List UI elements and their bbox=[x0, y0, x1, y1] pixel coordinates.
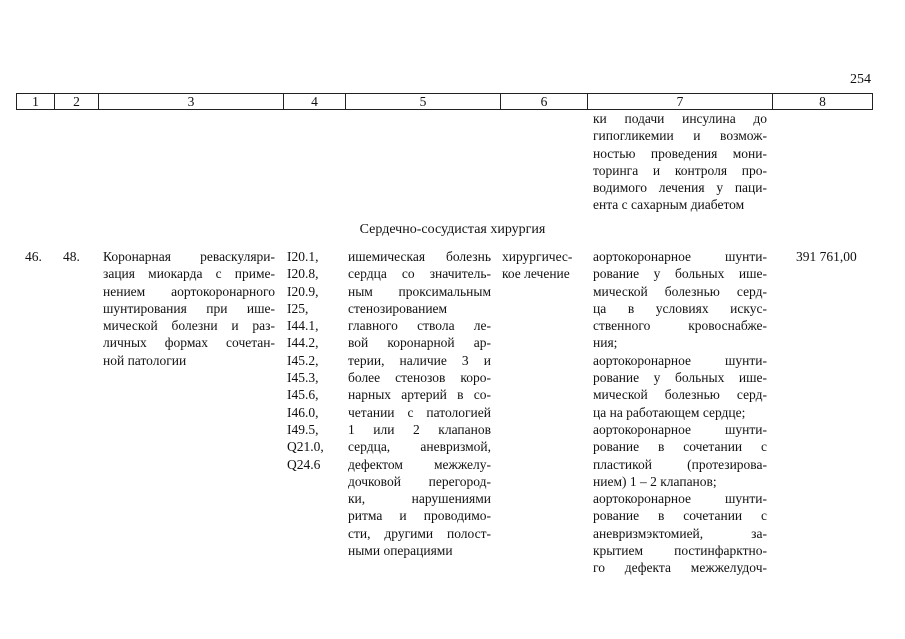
price: 391 761,00 bbox=[796, 249, 857, 264]
text-line: крытием постинфарктно- bbox=[593, 543, 767, 559]
text-line: аортокоронарное шунти- bbox=[593, 352, 767, 368]
text-line: ки подачи инсулина до bbox=[593, 111, 767, 126]
text-line: аортокоронарное шунти- bbox=[593, 421, 767, 437]
text-line: водимого лечения у паци- bbox=[593, 180, 767, 196]
text-line: сердца, аневризмой, bbox=[348, 439, 491, 455]
page-number: 254 bbox=[850, 72, 871, 87]
procedure-name bbox=[103, 248, 275, 369]
text-line: ишемическая болезнь bbox=[348, 249, 491, 264]
text-line: гипогликемии и возмож- bbox=[593, 128, 767, 144]
text-line: ной патологии bbox=[103, 352, 187, 368]
treatment-method bbox=[593, 248, 767, 577]
text-line: мической болезнью серд- bbox=[593, 387, 767, 403]
text-line: ным проксимальным bbox=[348, 283, 491, 299]
icd-code: I49.5, bbox=[287, 421, 319, 437]
prev-row-continuation bbox=[593, 110, 767, 214]
header-col-1: 1 bbox=[17, 94, 55, 110]
text-line: пластикой (протезирова- bbox=[593, 456, 767, 472]
text-line: ента с сахарным диабетом bbox=[593, 197, 745, 213]
text-line: мической болезни и раз- bbox=[103, 318, 275, 334]
text-line: нарных артерий в со- bbox=[348, 387, 491, 403]
row-number: 46. bbox=[25, 249, 42, 264]
text-line: нием) 1 – 2 клапанов; bbox=[593, 473, 717, 489]
text-line: четании с патологией bbox=[348, 404, 491, 420]
column-number-header bbox=[16, 93, 873, 110]
text-line: терии, наличие 3 и bbox=[348, 352, 491, 368]
icd-code: Q24.6 bbox=[287, 456, 321, 472]
text-line: хирургичес- bbox=[502, 249, 573, 264]
text-line: зация миокарда с приме- bbox=[103, 266, 275, 282]
text-line: нением аортокоронарного bbox=[103, 283, 275, 299]
text-line: рование в сочетании с bbox=[593, 508, 767, 524]
text-line: торинга и контроля про- bbox=[593, 162, 767, 178]
icd-code: I20.1, bbox=[287, 249, 319, 264]
header-col-5: 5 bbox=[346, 94, 501, 110]
text-line: рование у больных ише- bbox=[593, 370, 767, 386]
icd-code: I44.1, bbox=[287, 318, 319, 334]
text-line: 1 или 2 клапанов bbox=[348, 421, 491, 437]
treatment-type bbox=[502, 248, 586, 283]
text-line: ритма и проводимо- bbox=[348, 508, 491, 524]
text-line: стенозированием bbox=[348, 300, 448, 316]
text-line: дочковой перегород- bbox=[348, 473, 491, 489]
text-line: аортокоронарное шунти- bbox=[593, 249, 767, 264]
text-line: ственного кровоснабже- bbox=[593, 318, 767, 334]
text-line: личных формах сочетан- bbox=[103, 335, 275, 351]
icd-code: I25, bbox=[287, 300, 309, 316]
header-col-7: 7 bbox=[588, 94, 773, 110]
icd-code: I45.3, bbox=[287, 370, 319, 386]
text-line: дефектом межжелу- bbox=[348, 456, 491, 472]
icd-codes bbox=[287, 248, 343, 473]
text-line: ца в условиях искус- bbox=[593, 300, 767, 316]
text-line: вой коронарной ар- bbox=[348, 335, 491, 351]
text-line: Коронарная реваскуляри- bbox=[103, 249, 275, 264]
icd-code: Q21.0, bbox=[287, 439, 324, 455]
icd-code: I45.2, bbox=[287, 352, 319, 368]
text-line: аневризмэктомией, за- bbox=[593, 525, 767, 541]
text-line: главного ствола ле- bbox=[348, 318, 491, 334]
text-line: ки, нарушениями bbox=[348, 491, 491, 507]
header-col-3: 3 bbox=[99, 94, 284, 110]
text-line: рование в сочетании с bbox=[593, 439, 767, 455]
text-line: кое лечение bbox=[502, 266, 570, 282]
section-title: Сердечно-сосудистая хирургия bbox=[359, 222, 546, 237]
icd-code: I45.6, bbox=[287, 387, 319, 403]
text-line: аортокоронарное шунти- bbox=[593, 491, 767, 507]
header-col-8: 8 bbox=[773, 94, 873, 110]
text-line: ными операциями bbox=[348, 543, 453, 559]
icd-code: I20.8, bbox=[287, 266, 319, 282]
text-line: мической болезнью серд- bbox=[593, 283, 767, 299]
text-line: го дефекта межжелудоч- bbox=[593, 560, 767, 576]
text-line: ца на работающем сердце; bbox=[593, 404, 746, 420]
patient-model bbox=[348, 248, 491, 559]
icd-code: I20.9, bbox=[287, 283, 319, 299]
icd-code: I46.0, bbox=[287, 404, 319, 420]
text-line: сти, другими полост- bbox=[348, 525, 491, 541]
header-col-6: 6 bbox=[501, 94, 588, 110]
row-subnumber: 48. bbox=[63, 249, 80, 264]
text-line: ния; bbox=[593, 335, 618, 351]
icd-code: I44.2, bbox=[287, 335, 319, 351]
text-line: ностью проведения мони- bbox=[593, 145, 767, 161]
text-line: рование у больных ише- bbox=[593, 266, 767, 282]
header-col-2: 2 bbox=[55, 94, 99, 110]
text-line: шунтирования при ише- bbox=[103, 300, 275, 316]
text-line: более стенозов коро- bbox=[348, 370, 491, 386]
text-line: сердца со значитель- bbox=[348, 266, 491, 282]
header-col-4: 4 bbox=[284, 94, 346, 110]
